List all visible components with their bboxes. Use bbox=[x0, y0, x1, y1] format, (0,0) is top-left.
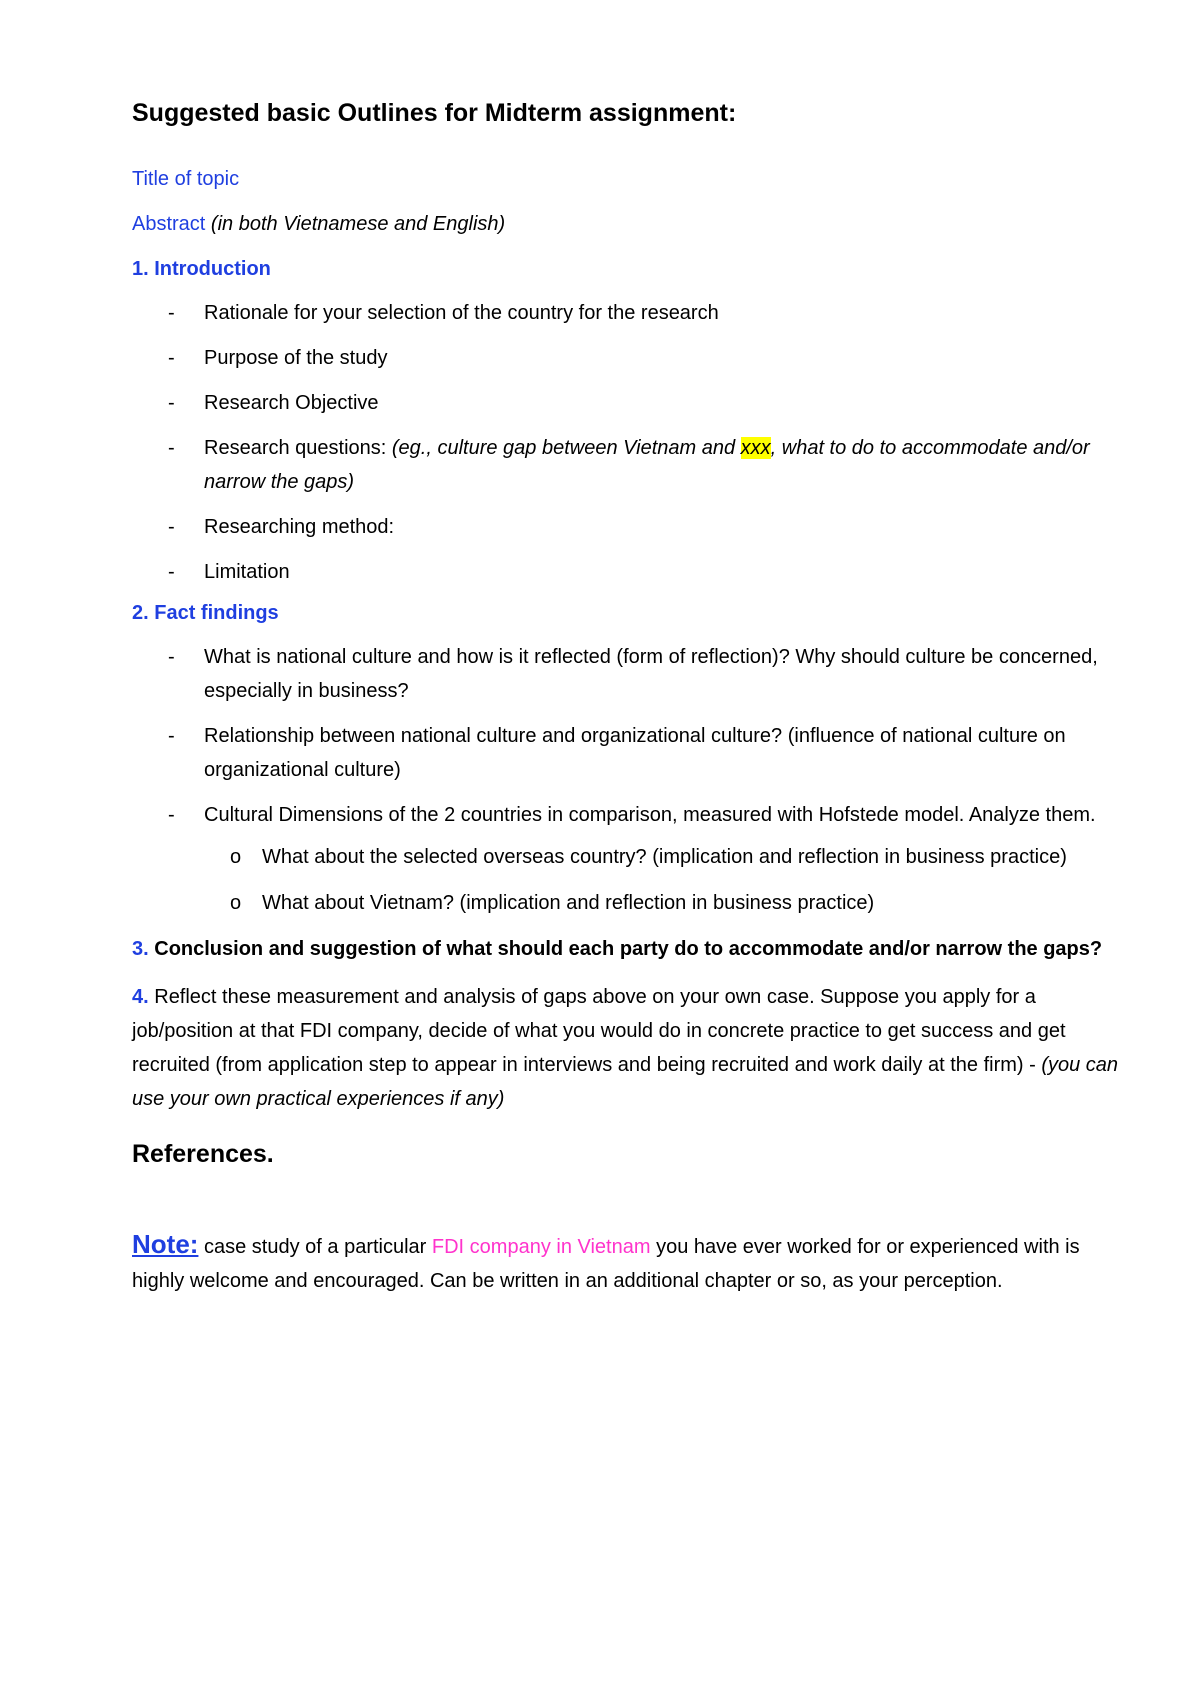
list-item bbox=[132, 555, 1132, 589]
section-3-paragraph bbox=[132, 932, 1132, 966]
list-item-text: Cultural Dimensions of the 2 countries in comparison, measured with Hofstede model. Analyze them. bbox=[204, 804, 1096, 826]
document-page bbox=[132, 80, 1132, 1298]
section-3-number: 3. bbox=[132, 938, 149, 960]
dash-bullet: - bbox=[168, 561, 175, 583]
circle-bullet: o bbox=[230, 892, 242, 914]
document-title: Suggested basic Outlines for Midterm assignment: bbox=[132, 99, 737, 127]
abstract-note: (in both Vietnamese and English) bbox=[210, 213, 506, 235]
section-2-sublist bbox=[204, 840, 1132, 920]
rq-label: Research questions: bbox=[204, 437, 392, 459]
dash-bullet: - bbox=[168, 804, 175, 826]
list-item-text: Purpose of the study bbox=[204, 347, 388, 369]
rq-italic-b: , what to do to accommodate and/or narrow the gaps) bbox=[204, 437, 1090, 493]
section-4-paragraph bbox=[132, 980, 1132, 1116]
dash-bullet: - bbox=[168, 347, 175, 369]
list-item bbox=[132, 640, 1132, 708]
section-2-list bbox=[132, 640, 1132, 920]
section-4-text: Reflect these measurement and analysis of gaps above on your own case. Suppose you apply for a job/position at that FDI company, decide of what you would do in concrete practice to get success and get recruited (from application step to appear in interviews and being recruited and work daily at the firm) - bbox=[132, 986, 1066, 1076]
references-heading: References. bbox=[132, 1140, 274, 1168]
section-2-heading: 2. Fact findings bbox=[132, 602, 279, 624]
list-item-text: Researching method: bbox=[204, 516, 395, 538]
sub-list-item bbox=[204, 840, 1132, 874]
sub-list-item-text: What about Vietnam? (implication and reflection in business practice) bbox=[262, 892, 875, 914]
dash-bullet: - bbox=[168, 437, 175, 459]
abstract-line bbox=[132, 211, 1132, 237]
section-1-list bbox=[132, 296, 1132, 589]
list-item-text: What is national culture and how is it reflected (form of reflection)? Why should culture be concerned, especially in business? bbox=[204, 646, 1098, 702]
dash-bullet: - bbox=[168, 516, 175, 538]
list-item-text: Research Objective bbox=[204, 392, 379, 414]
note-highlight: FDI company in Vietnam bbox=[431, 1236, 651, 1258]
dash-bullet: - bbox=[168, 392, 175, 414]
dash-bullet: - bbox=[168, 646, 175, 668]
rq-italic-a: (eg., culture gap between Vietnam and bbox=[391, 437, 741, 459]
sub-list-item bbox=[204, 886, 1132, 920]
section-4-number: 4. bbox=[132, 986, 149, 1008]
list-item bbox=[132, 341, 1132, 375]
dash-bullet: - bbox=[168, 302, 175, 324]
section-3-text: Conclusion and suggestion of what should each party do to accommodate and/or narrow the gaps? bbox=[148, 938, 1103, 960]
list-item bbox=[132, 798, 1132, 920]
list-item-text: Relationship between national culture and organizational culture? (influence of national culture on organizational culture) bbox=[204, 725, 1066, 781]
circle-bullet: o bbox=[230, 846, 242, 868]
note-text-a: case study of a particular bbox=[198, 1236, 432, 1258]
list-item-text: Rationale for your selection of the country for the research bbox=[204, 302, 719, 324]
list-item bbox=[132, 510, 1132, 544]
abstract-label: Abstract bbox=[132, 213, 206, 235]
list-item-text: Limitation bbox=[204, 561, 290, 583]
dash-bullet: - bbox=[168, 725, 175, 747]
list-item-research-questions bbox=[132, 431, 1132, 499]
title-of-topic: Title of topic bbox=[132, 168, 240, 190]
list-item bbox=[132, 386, 1132, 420]
note-text-b: you have ever worked for or experienced with is highly welcome and encouraged. Can be written in an additional chapter or so, as your perception. bbox=[132, 1236, 1080, 1292]
list-item bbox=[132, 719, 1132, 787]
sub-list-item-text: What about the selected overseas country? (implication and reflection in business practice) bbox=[262, 846, 1067, 868]
note-paragraph bbox=[132, 1227, 1132, 1298]
list-item bbox=[132, 296, 1132, 330]
rq-highlight: xxx bbox=[740, 437, 771, 459]
note-label: Note: bbox=[132, 1229, 199, 1259]
section-1-heading: 1. Introduction bbox=[132, 258, 271, 280]
section-4-italic: (you can use your own practical experiences if any) bbox=[132, 1054, 1119, 1110]
